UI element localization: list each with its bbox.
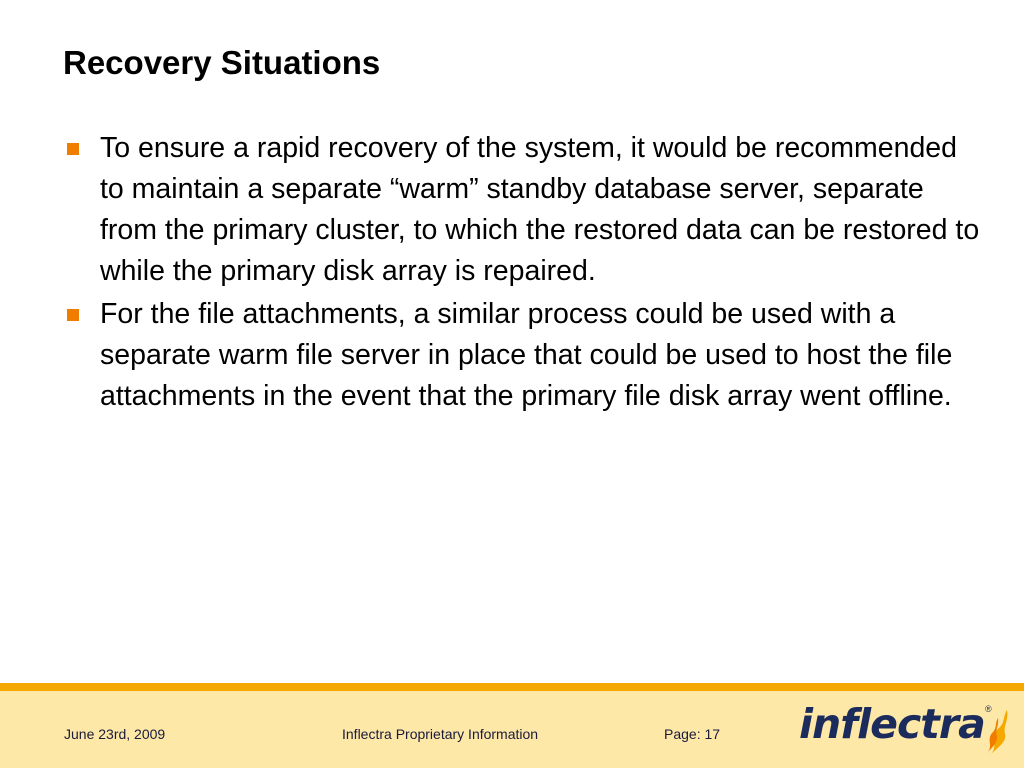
footer-page-number: Page: 17 — [664, 726, 721, 742]
bullet-item — [63, 128, 983, 292]
slide-title: Recovery Situations — [63, 44, 381, 81]
footer-date: June 23rd, 2009 — [64, 726, 166, 742]
logo-registered-mark: ® — [985, 704, 992, 714]
logo-wordmark: inflectra — [799, 700, 985, 748]
flame-icon — [983, 708, 1011, 758]
square-bullet-icon — [67, 143, 79, 155]
inflectra-logo — [799, 698, 1014, 758]
bullet-text: To ensure a rapid recovery of the system, it would be recommended to maintain a separate “warm” standby database server, separate from the primary cluster, to which the restored data can be restored to while the primary disk array is repaired. — [100, 132, 980, 287]
bullet-item — [63, 294, 983, 417]
bullet-list — [63, 128, 983, 419]
footer-info: Inflectra Proprietary Information — [342, 726, 539, 742]
square-bullet-icon — [67, 309, 79, 321]
bullet-text: For the file attachments, a similar process could be used with a separate warm file server in place that could be used to host the file attachments in the event that the primary file disk array went offline. — [100, 298, 953, 412]
